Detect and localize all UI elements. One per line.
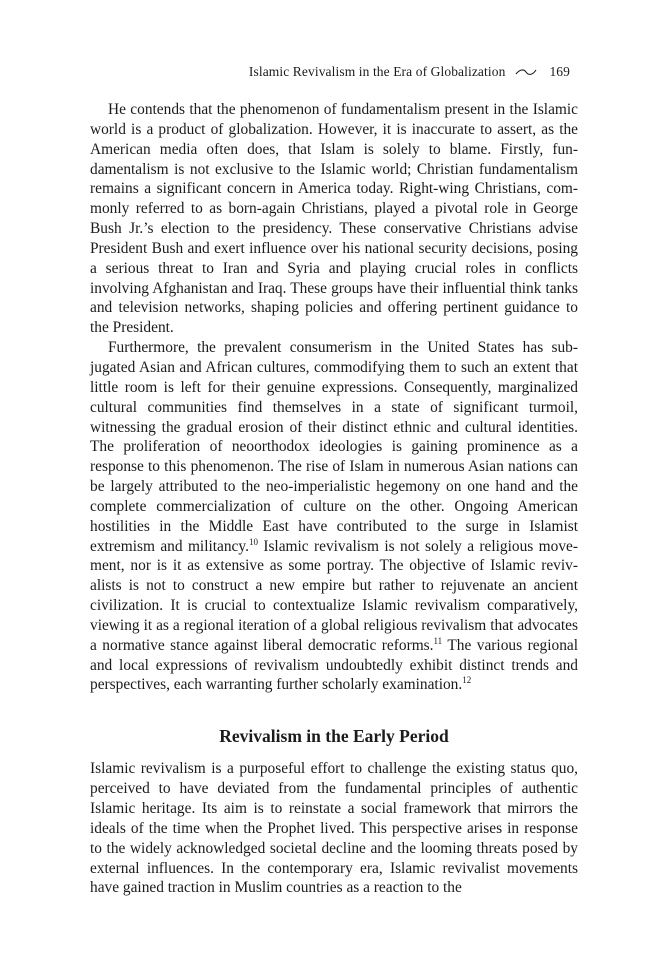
paragraph-early-period: Islamic revivalism is a purposeful effort to challenge the existing status quo, perceived to have deviated from the fundamental principles of authentic Islamic heritage. Its aim is to reinstate a social framework that mirrors the ideals of the time when the Prophet lived. This perspective arises in response to the widely acknowledged societal decline and the looming threats posed by external influences. In the contemporary era, Islamic revivalist movements have gained traction in Muslim countries as a reaction to the: [90, 760, 578, 897]
tilde-ornament-icon: [515, 65, 537, 81]
paragraph-text: Furthermore, the prevalent consumerism in the United States has subjugated Asian and African cultures, commodifying them to such an extent that little room is left for their genuine expressions. Consequently, marginalized cultural communities find themselves in a state of significant turmoil, witnessing the gradual erosion of their distinct ethnic and cultural identities. The proliferation of neoorthodox ideologies is gaining prominence as a response to this phenomenon. The rise of Islam in numerous Asian nations can be largely attributed to the neo-imperialistic hegemony on one hand and the complete commercialization of culture on the other. Ongoing American hostilities in the Middle East have contributed to the surge in Islamist extremism and militancy.: [90, 339, 578, 555]
paragraph-text: Islamic revivalism is not solely a religious movement, nor is it as extensive as some portray. The objective of Islamic revivalists is not to construct a new empire but rather to rejuvenate an ancient civilization. It is crucial to contextualize Islamic revivalism comparatively, viewing it as a regional iteration of a global religious revivalism that advocates a normative stance against liberal democratic reforms.: [90, 537, 578, 654]
section-heading: Revivalism in the Early Period: [219, 726, 449, 747]
page-number: 169: [549, 64, 570, 79]
footnote-ref-10: 10: [248, 536, 258, 547]
footnote-ref-12: 12: [462, 675, 472, 686]
paragraph-fundamentalism: He contends that the phenomenon of fundamentalism present in the Islamic world is a product of globalization. However, it is inaccurate to assert, as the American media often does, that Islam is solely to blame. Firstly, fundamentalism is not exclusive to the Islamic world; Christian fundamentalism remains a significant concern in America today. Right-wing Christians, commonly referred to as born-again Christians, played a pivotal role in George Bush Jr.’s election to the presidency. These conservative Christians advise President Bush and exert influence over his national security decisions, posing a serious threat to Iran and Syria and playing crucial roles in conflicts involving Afghanistan and Iraq. These groups have their influential think tanks and television networks, shaping policies and offering pertinent guidance to the President.: [90, 101, 578, 337]
paragraph-text: The various regional and local expressions of revivalism undoubtedly exhibit distinct trends and perspectives, each warranting further scholarly examination.: [90, 636, 578, 694]
running-head: [90, 64, 570, 81]
footnote-ref-11: 11: [433, 635, 443, 646]
paragraph-consumerism: [90, 338, 578, 695]
running-head-title: Islamic Revivalism in the Era of Globalization: [248, 64, 506, 79]
body-text: [90, 100, 578, 898]
